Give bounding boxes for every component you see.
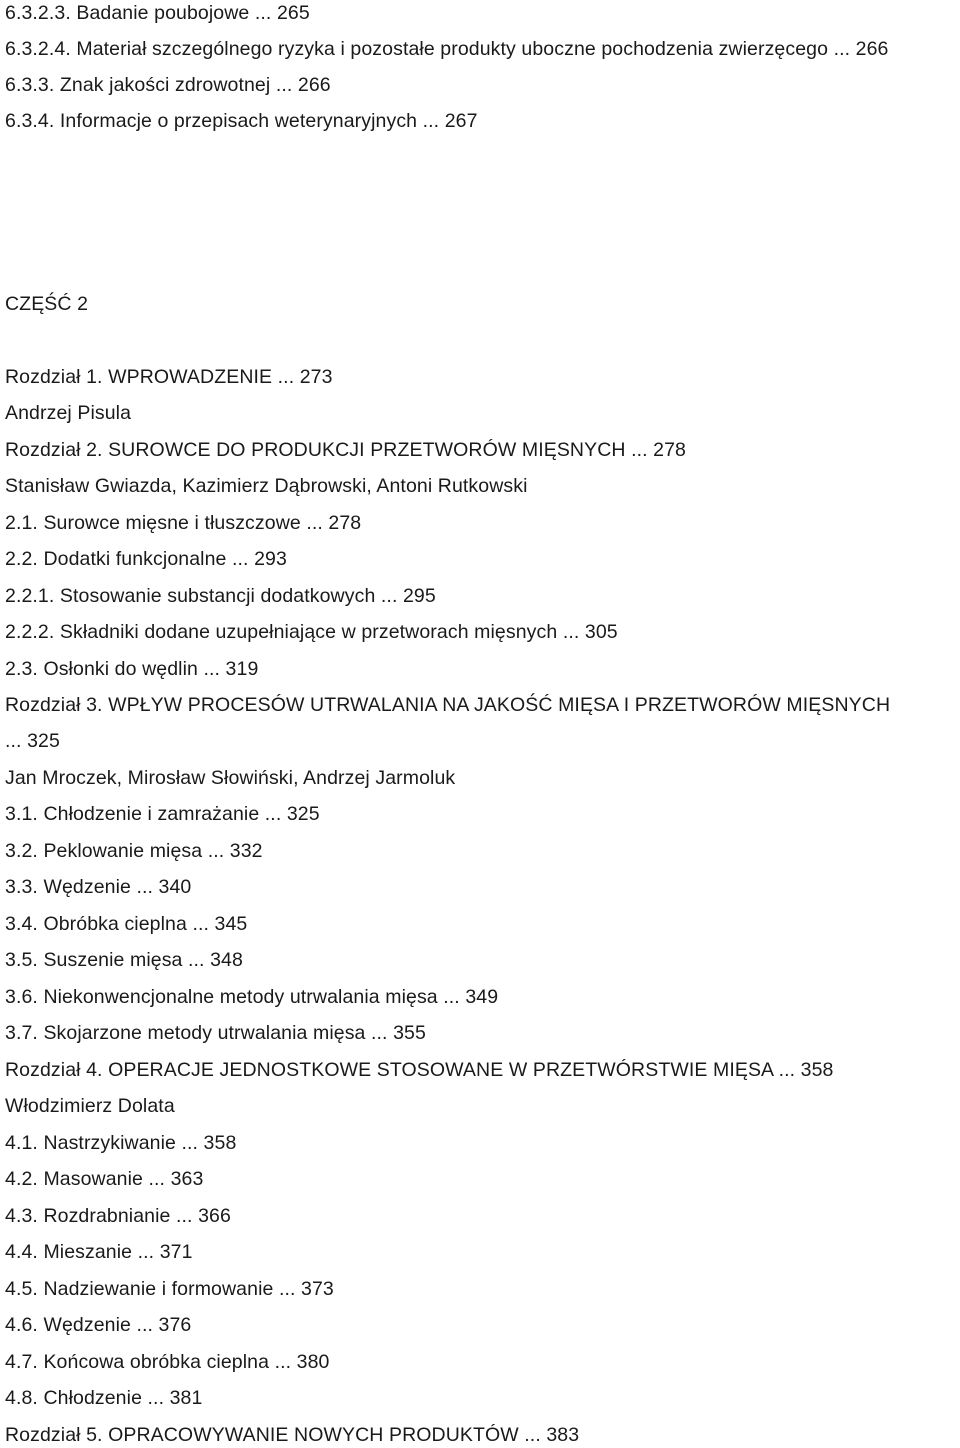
toc-entry-3-1: 3.1. Chłodzenie i zamrażanie ... 325 bbox=[5, 803, 320, 825]
toc-entry-3-5: 3.5. Suszenie mięsa ... 348 bbox=[5, 949, 243, 971]
toc-entry-2-2-1: 2.2.1. Stosowanie substancji dodatkowych ... 295 bbox=[5, 585, 436, 607]
toc-entry-4-4: 4.4. Mieszanie ... 371 bbox=[5, 1241, 193, 1263]
toc-entry-2-2: 2.2. Dodatki funkcjonalne ... 293 bbox=[5, 548, 287, 570]
toc-entry-4-1: 4.1. Nastrzykiwanie ... 358 bbox=[5, 1132, 237, 1154]
toc-entry-3-2: 3.2. Peklowanie mięsa ... 332 bbox=[5, 840, 263, 862]
toc-entry-4-8: 4.8. Chłodzenie ... 381 bbox=[5, 1387, 203, 1409]
toc-entry-2-1: 2.1. Surowce mięsne i tłuszczowe ... 278 bbox=[5, 512, 362, 534]
toc-chapter-3: Rozdział 3. WPŁYW PROCESÓW UTRWALANIA NA JAKOŚĆ MIĘSA I PRZETWORÓW MIĘSNYCH bbox=[5, 694, 891, 716]
toc-chapter-4: Rozdział 4. OPERACJE JEDNOSTKOWE STOSOWANE W PRZETWÓRSTWIE MIĘSA ... 358 bbox=[5, 1059, 834, 1081]
toc-entry-6-3-3: 6.3.3. Znak jakości zdrowotnej ... 266 bbox=[5, 74, 331, 96]
toc-entry-3-4: 3.4. Obróbka cieplna ... 345 bbox=[5, 913, 248, 935]
toc-entry-2-3: 2.3. Osłonki do wędlin ... 319 bbox=[5, 658, 259, 680]
toc-chapter-5: Rozdział 5. OPRACOWYWANIE NOWYCH PRODUKTÓW ... 383 bbox=[5, 1424, 580, 1446]
toc-chapter-1: Rozdział 1. WPROWADZENIE ... 273 bbox=[5, 366, 333, 388]
toc-entry-4-6: 4.6. Wędzenie ... 376 bbox=[5, 1314, 192, 1336]
toc-entry-3-3: 3.3. Wędzenie ... 340 bbox=[5, 876, 192, 898]
toc-author-chapter-3: Jan Mroczek, Mirosław Słowiński, Andrzej Jarmoluk bbox=[5, 767, 456, 789]
part-heading: CZĘŚĆ 2 bbox=[5, 293, 89, 315]
toc-entry-6-3-2-4: 6.3.2.4. Materiał szczególnego ryzyka i pozostałe produkty uboczne pochodzenia zwierzęcego ... 266 bbox=[5, 38, 889, 60]
toc-entry-4-3: 4.3. Rozdrabnianie ... 366 bbox=[5, 1205, 231, 1227]
toc-entry-6-3-2-3: 6.3.2.3. Badanie poubojowe ... 265 bbox=[5, 2, 310, 24]
toc-entry-3-6: 3.6. Niekonwencjonalne metody utrwalania mięsa ... 349 bbox=[5, 986, 499, 1008]
toc-entry-4-2: 4.2. Masowanie ... 363 bbox=[5, 1168, 204, 1190]
toc-entry-3-7: 3.7. Skojarzone metody utrwalania mięsa ... 355 bbox=[5, 1022, 426, 1044]
toc-entry-2-2-2: 2.2.2. Składniki dodane uzupełniające w przetworach mięsnych ... 305 bbox=[5, 621, 618, 643]
toc-chapter-3-page: ... 325 bbox=[5, 730, 60, 752]
toc-author-chapter-4: Włodzimierz Dolata bbox=[5, 1095, 175, 1117]
toc-entry-6-3-4: 6.3.4. Informacje o przepisach weterynaryjnych ... 267 bbox=[5, 110, 478, 132]
toc-entry-4-7: 4.7. Końcowa obróbka cieplna ... 380 bbox=[5, 1351, 330, 1373]
toc-author-chapter-1: Andrzej Pisula bbox=[5, 402, 132, 424]
toc-entry-4-5: 4.5. Nadziewanie i formowanie ... 373 bbox=[5, 1278, 334, 1300]
toc-author-chapter-2: Stanisław Gwiazda, Kazimierz Dąbrowski, Antoni Rutkowski bbox=[5, 475, 528, 497]
toc-chapter-2: Rozdział 2. SUROWCE DO PRODUKCJI PRZETWORÓW MIĘSNYCH ... 278 bbox=[5, 439, 687, 461]
